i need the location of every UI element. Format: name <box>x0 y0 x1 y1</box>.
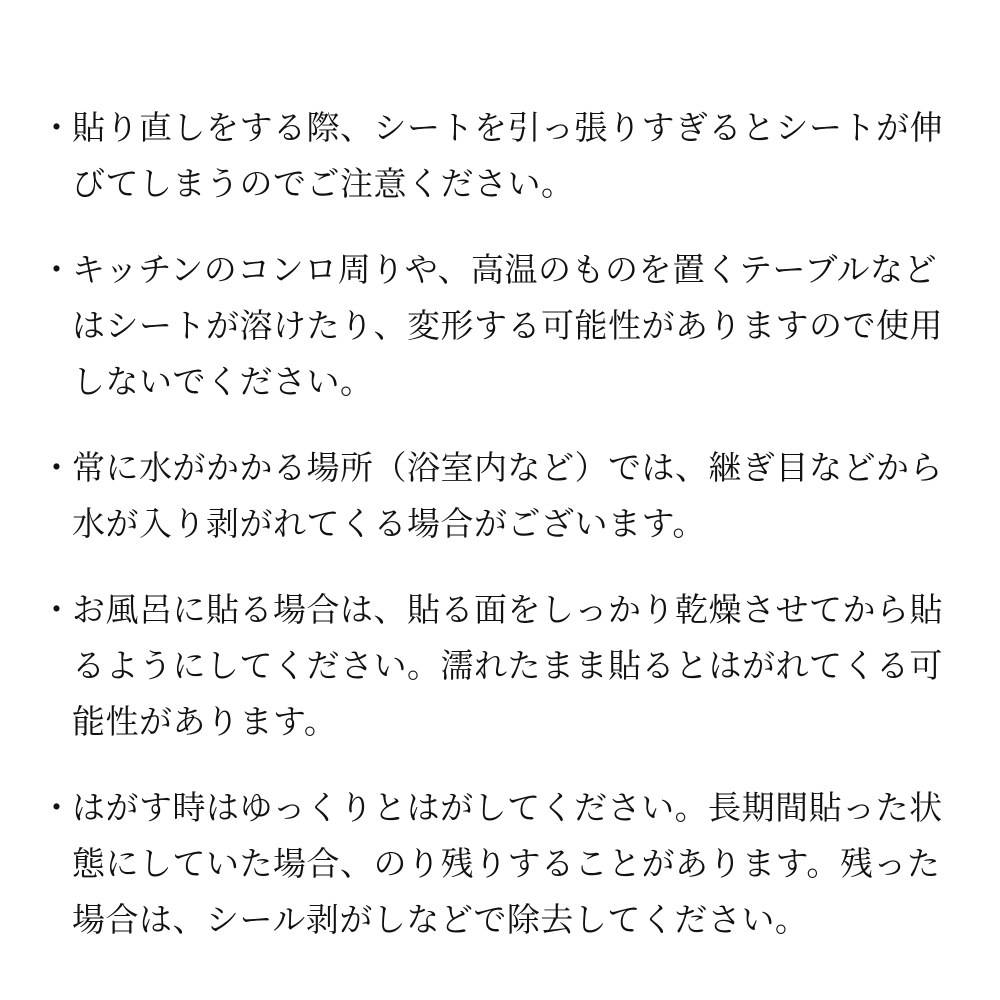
bullet-icon: ・ <box>40 590 73 629</box>
bullet-icon: ・ <box>40 250 73 289</box>
precaution-text: 常に水がかかる場所（浴室内など）では、継ぎ目などから水が入り剥がれてくる場合がございます。 <box>72 448 943 543</box>
list-item <box>40 440 960 552</box>
precautions-list <box>40 100 960 948</box>
list-item <box>40 100 960 212</box>
list-item <box>40 242 960 410</box>
precaution-text: キッチンのコンロ周りや、高温のものを置くテーブルなどはシートが溶けたり、変形する可能性がありますので使用しないでください。 <box>72 250 943 401</box>
bullet-icon: ・ <box>40 108 73 147</box>
bullet-icon: ・ <box>40 448 73 487</box>
list-item <box>40 780 960 948</box>
bullet-icon: ・ <box>40 788 73 827</box>
list-item <box>40 582 960 750</box>
precaution-text: はがす時はゆっくりとはがしてください。長期間貼った状態にしていた場合、のり残りすることがあります。残った場合は、シール剥がしなどで除去してください。 <box>72 788 943 939</box>
precaution-text: 貼り直しをする際、シートを引っ張りすぎるとシートが伸びてしまうのでご注意ください。 <box>72 108 943 203</box>
precaution-text: お風呂に貼る場合は、貼る面をしっかり乾燥させてから貼るようにしてください。濡れたまま貼るとはがれてくる可能性があります。 <box>72 590 943 741</box>
